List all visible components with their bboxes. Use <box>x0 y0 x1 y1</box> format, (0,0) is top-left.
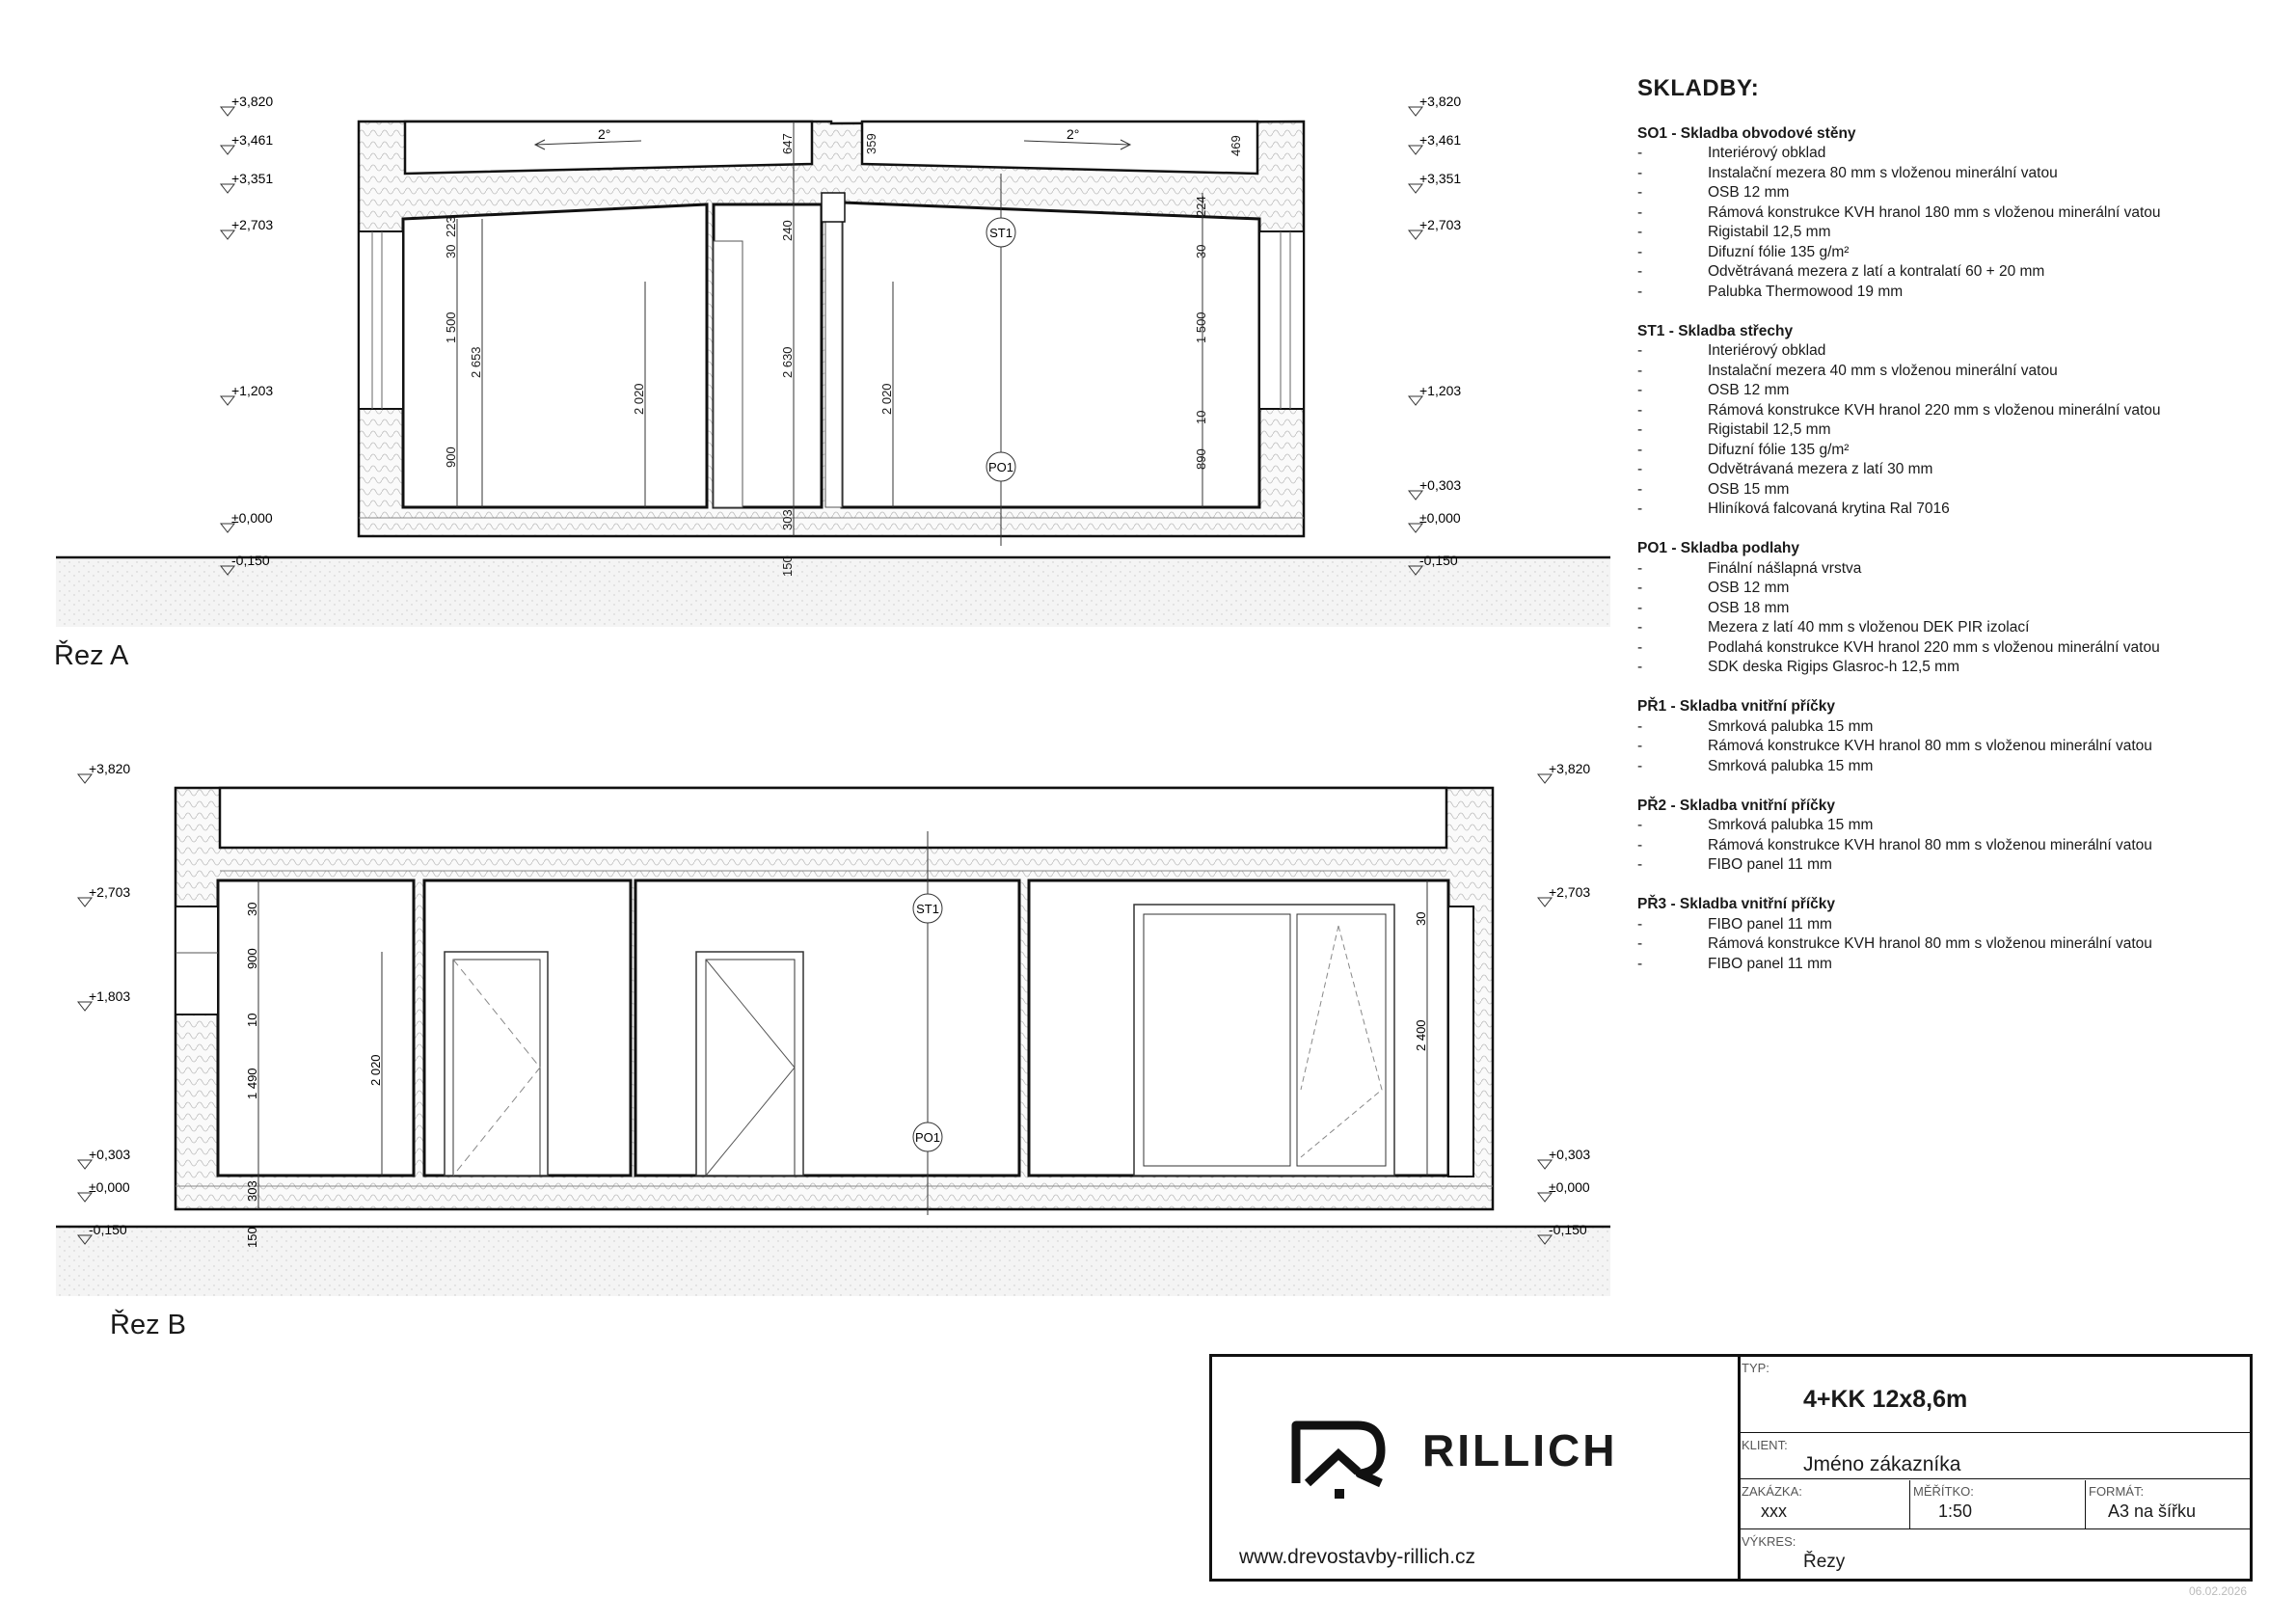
row-meta <box>1738 1480 2250 1529</box>
skladba-item: - Instalační mezera 40 mm s vloženou minerální vatou <box>1637 362 2235 382</box>
format-value: A3 na šířku <box>2108 1501 2197 1521</box>
dim-b-1490: 1 490 <box>245 1068 259 1099</box>
dim-a-2020a: 2 020 <box>632 383 646 415</box>
dim-b-10: 10 <box>245 1013 259 1027</box>
zakazka-value: xxx <box>1761 1501 1787 1521</box>
skladba-group <box>1637 322 2235 520</box>
level-label: +1,803 <box>89 988 131 1004</box>
skladby-heading: SKLADBY: <box>1637 75 1760 101</box>
brand-name: RILLICH <box>1422 1425 1618 1475</box>
dim-a-30: 30 <box>444 244 458 258</box>
skladba-item: - OSB 12 mm <box>1637 579 2235 599</box>
level-label: +3,351 <box>1419 171 1462 186</box>
skladby-panel <box>1637 75 2235 994</box>
skladba-item: - OSB 15 mm <box>1637 480 2235 500</box>
dim-a-224: 224 <box>1194 196 1208 217</box>
level-label: +3,461 <box>1419 132 1462 148</box>
skladba-item: - Smrková palubka 15 mm <box>1637 816 2235 836</box>
level-label: +1,203 <box>1419 383 1462 398</box>
terrain-b <box>56 1227 1610 1296</box>
skladba-group <box>1637 697 2235 776</box>
skladba-item: - OSB 12 mm <box>1637 183 2235 203</box>
skladba-group <box>1637 895 2235 974</box>
skladba-item: - SDK deska Rigips Glasroc-h 12,5 mm <box>1637 658 2235 678</box>
level-label: +0,303 <box>1549 1147 1591 1162</box>
dim-a-150: 150 <box>780 555 795 577</box>
level-label: +2,703 <box>1419 217 1462 232</box>
levels-b-left <box>78 761 130 1244</box>
level-label: -0,150 <box>1419 553 1458 568</box>
skladba-title: ST1 - Skladba střechy <box>1637 322 1794 339</box>
skladba-item: - Rámová konstrukce KVH hranol 220 mm s vloženou minerální vatou <box>1637 401 2235 421</box>
skladba-group <box>1637 124 2235 303</box>
dim-a-647: 647 <box>780 133 795 154</box>
skladba-title: PŘ1 - Skladba vnitřní příčky <box>1637 698 1836 715</box>
skladba-item: - Smrková palubka 15 mm <box>1637 717 2235 738</box>
tag-b-po1-label: PO1 <box>914 1130 941 1145</box>
level-label: +2,703 <box>89 884 131 900</box>
level-label: ±0,000 <box>231 510 273 526</box>
dim-b-303: 303 <box>245 1180 259 1202</box>
skladba-item: - Finální nášlapná vrstva <box>1637 559 2235 580</box>
level-label: +1,203 <box>231 383 274 398</box>
dim-a-1500b: 1 500 <box>1194 311 1208 343</box>
skladba-item: - FIBO panel 11 mm <box>1637 915 2235 935</box>
dim-b-900: 900 <box>245 948 259 969</box>
typ-label: TYP: <box>1742 1361 1769 1375</box>
skladba-item: - Smrková palubka 15 mm <box>1637 757 2235 777</box>
slope-label-right: 2° <box>1067 126 1080 142</box>
window-b-right <box>1448 906 1473 1177</box>
tag-a-po1-label: PO1 <box>987 460 1014 474</box>
skladba-item: - Difuzní fólie 135 g/m² <box>1637 441 2235 461</box>
dim-a-223: 223 <box>444 216 458 237</box>
level-label: ±0,000 <box>89 1179 130 1195</box>
skladba-item: - Rámová konstrukce KVH hranol 180 mm s vloženou minerální vatou <box>1637 203 2235 224</box>
row-typ <box>1738 1357 2250 1433</box>
title-block <box>1209 1354 2253 1582</box>
dim-a-10: 10 <box>1194 410 1208 424</box>
skladby-groups <box>1637 124 2235 975</box>
window-a-left <box>359 231 403 409</box>
level-label: +0,303 <box>1419 477 1462 493</box>
dim-b-2400: 2 400 <box>1414 1019 1428 1051</box>
typ-value: 4+KK 12x8,6m <box>1803 1386 1968 1413</box>
dim-b-2020: 2 020 <box>368 1054 383 1086</box>
window-b-left <box>176 906 218 1014</box>
klient-label: KLIENT: <box>1742 1438 1788 1452</box>
skladba-item: - FIBO panel 11 mm <box>1637 855 2235 876</box>
tag-a-st1-label: ST1 <box>989 226 1013 240</box>
skladba-item: - OSB 18 mm <box>1637 599 2235 619</box>
dim-a-30r: 30 <box>1194 244 1208 258</box>
dim-a-900: 900 <box>444 446 458 468</box>
skladba-item: - FIBO panel 11 mm <box>1637 955 2235 975</box>
dim-a-1500: 1 500 <box>444 311 458 343</box>
skladba-title: PŘ2 - Skladba vnitřní příčky <box>1637 797 1836 814</box>
skladba-item: - Interiérový obklad <box>1637 341 2235 362</box>
level-label: +3,461 <box>231 132 274 148</box>
glazed-door-b <box>1134 905 1394 1176</box>
klient-value: Jméno zákazníka <box>1803 1453 1961 1475</box>
level-label: ±0,000 <box>1419 510 1461 526</box>
level-label: -0,150 <box>231 553 270 568</box>
section-a <box>56 94 1610 627</box>
dim-a-2653: 2 653 <box>469 346 483 378</box>
section-a-title: Řez A <box>54 640 129 671</box>
skladba-group <box>1637 539 2235 678</box>
section-b-title: Řez B <box>110 1310 186 1340</box>
skladba-item: - Mezera z latí 40 mm s vloženou DEK PIR izolací <box>1637 618 2235 638</box>
skladba-item: - Rámová konstrukce KVH hranol 80 mm s vloženou minerální vatou <box>1637 836 2235 856</box>
dim-b-30: 30 <box>245 902 259 916</box>
skladba-item: - Rámová konstrukce KVH hranol 80 mm s vloženou minerální vatou <box>1637 737 2235 757</box>
dim-a-890: 890 <box>1194 448 1208 470</box>
roof-parapet-right <box>862 122 1257 174</box>
skladba-item: - Difuzní fólie 135 g/m² <box>1637 243 2235 263</box>
title-block-brand-area <box>1212 1357 1741 1579</box>
level-label: +0,303 <box>89 1147 131 1162</box>
levels-b-right <box>1538 761 1590 1244</box>
skladba-title: PŘ3 - Skladba vnitřní příčky <box>1637 896 1836 912</box>
door-b-1 <box>445 952 548 1176</box>
levels-a-right <box>1409 94 1461 575</box>
roof-parapet-b <box>220 788 1446 848</box>
slope-label-left: 2° <box>598 126 611 142</box>
level-label: ±0,000 <box>1549 1179 1590 1195</box>
levels-a-left <box>221 94 273 575</box>
format-label: FORMÁT: <box>2089 1484 2145 1499</box>
dim-a-469: 469 <box>1229 135 1243 156</box>
dim-b-150: 150 <box>245 1227 259 1248</box>
skladba-item: - Rigistabil 12,5 mm <box>1637 223 2235 243</box>
tag-b-st1-label: ST1 <box>916 902 939 916</box>
room-b-3 <box>635 880 1019 1176</box>
level-label: +3,820 <box>1419 94 1462 109</box>
company-url[interactable]: www.drevostavby-rillich.cz <box>1239 1546 1476 1568</box>
level-label: +3,820 <box>1549 761 1591 776</box>
drawing-date: 06.02.2026 <box>2189 1584 2248 1598</box>
section-b <box>56 761 1610 1296</box>
level-label: -0,150 <box>89 1222 127 1237</box>
skladba-title: PO1 - Skladba podlahy <box>1637 540 1799 556</box>
dim-a-2630: 2 630 <box>780 346 795 378</box>
row-klient <box>1738 1434 2250 1479</box>
skladba-item: - OSB 12 mm <box>1637 381 2235 401</box>
level-label: +2,703 <box>231 217 274 232</box>
skladba-item: - Hliníková falcovaná krytina Ral 7016 <box>1637 500 2235 520</box>
dim-a-2020b: 2 020 <box>879 383 894 415</box>
dim-a-359: 359 <box>864 133 878 154</box>
partition-a <box>825 203 842 507</box>
skladba-item: - Palubka Thermowood 19 mm <box>1637 283 2235 303</box>
level-label: +3,820 <box>89 761 131 776</box>
level-label: +3,820 <box>231 94 274 109</box>
level-label: +2,703 <box>1549 884 1591 900</box>
dim-b-30r: 30 <box>1414 911 1428 926</box>
skladba-item: - Rámová konstrukce KVH hranol 80 mm s vloženou minerální vatou <box>1637 934 2235 955</box>
zakazka-label: ZAKÁZKA: <box>1742 1484 1802 1499</box>
skladba-item: - Interiérový obklad <box>1637 144 2235 164</box>
dim-a-303: 303 <box>780 509 795 530</box>
skladba-item: - Odvětrávaná mezera z latí a kontralatí 60 + 20 mm <box>1637 262 2235 283</box>
meritko-label: MĚŘÍTKO: <box>1913 1484 1974 1499</box>
room-b-1 <box>218 880 414 1176</box>
skladba-group <box>1637 797 2235 876</box>
dim-a-240: 240 <box>780 220 795 241</box>
level-label: -0,150 <box>1549 1222 1587 1237</box>
vykres-label: VÝKRES: <box>1742 1534 1796 1549</box>
door-a <box>714 241 743 507</box>
meritko-value: 1:50 <box>1938 1501 1973 1521</box>
window-a-right <box>1259 231 1304 409</box>
terrain-a <box>56 557 1610 627</box>
row-vykres <box>1738 1530 2250 1579</box>
skladba-title: SO1 - Skladba obvodové stěny <box>1637 124 1856 142</box>
skladba-item: - Odvětrávaná mezera z latí 30 mm <box>1637 460 2235 480</box>
door-b-2 <box>696 952 803 1176</box>
skladba-item: - Podlahá konstrukce KVH hranol 220 mm s vloženou minerální vatou <box>1637 638 2235 659</box>
level-label: +3,351 <box>231 171 274 186</box>
skladba-item: - Rigistabil 12,5 mm <box>1637 420 2235 441</box>
vykres-value: Řezy <box>1803 1552 1846 1572</box>
skladba-item: - Instalační mezera 80 mm s vloženou minerální vatou <box>1637 164 2235 184</box>
